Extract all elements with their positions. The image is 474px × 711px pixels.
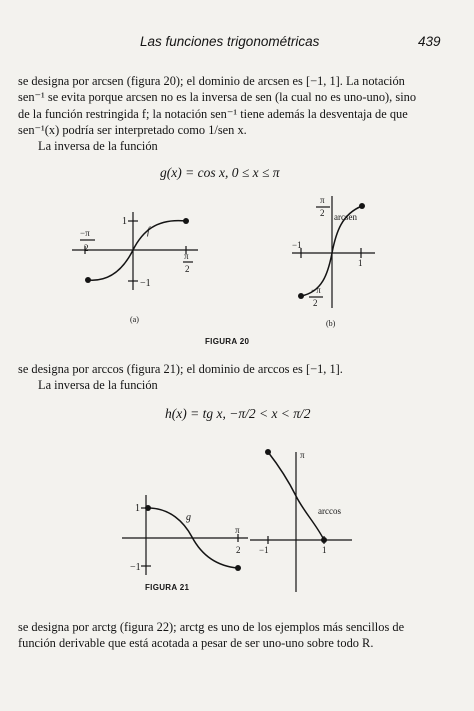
formula-g: g(x) = cos x, 0 ≤ x ≤ π <box>160 165 280 180</box>
fig21-left-label-pi: π <box>235 525 240 535</box>
fig20a-label-pi: π <box>184 251 189 261</box>
text-line: se designa por arcsen (figura 20); el dominio de arcsen es [−1, 1]. La notación <box>18 74 405 88</box>
fig20-sub-a: (a) <box>130 315 139 324</box>
text-line: función derivable que está acotada a pesar de ser uno-uno sobre todo R. <box>18 636 374 651</box>
text-line: de la función restringida f; la notación sen⁻¹ tiene además la desventaja de que <box>18 106 408 121</box>
formula-h: h(x) = tg x, −π/2 < x < π/2 <box>165 406 311 421</box>
figure-20 <box>0 190 474 360</box>
paragraph-arcsen <box>18 73 462 139</box>
fig20b-label-neg-pi: −π <box>311 285 321 295</box>
text-line: sen⁻¹(x) podría ser interpretado como 1/sen x. <box>18 123 247 138</box>
fig21-right-label-minus-one: −1 <box>259 545 269 555</box>
fig21-right-endpoint-bottom <box>321 537 327 543</box>
figure-21 <box>0 440 474 600</box>
fig20b-endpoint-top <box>359 203 365 209</box>
fig20a-label-minus-one: −1 <box>140 278 151 289</box>
fig20a-endpoint-left <box>85 277 91 283</box>
fig20a-label-neg-pi: −π <box>80 228 90 238</box>
figure-20-caption: FIGURA 20 <box>205 337 250 346</box>
fig21-left-label-one: 1 <box>135 503 140 514</box>
fig20b-label-one: 1 <box>358 258 363 268</box>
fig20b-label-two-bottom: 2 <box>313 298 318 308</box>
fig20b-endpoint-bottom <box>298 293 304 299</box>
figure-21-caption: FIGURA 21 <box>145 583 190 592</box>
fig20b-label-pi: π <box>320 195 325 205</box>
page-header <box>0 34 474 54</box>
fig20a-label-two-left: 2 <box>84 243 89 253</box>
fig20a-label-two-right: 2 <box>185 264 190 274</box>
page-number: 439 <box>418 34 441 49</box>
text-line: sen⁻¹ se evita porque arcsen no es la inversa de sen (la cual no es uno-uno), sino <box>18 90 417 105</box>
fig21-left-label-g: g <box>186 512 191 523</box>
chapter-title: Las funciones trigonométricas <box>140 34 320 49</box>
fig20-sub-b: (b) <box>326 319 336 328</box>
fig20a-label-f: f <box>147 226 150 237</box>
paragraph-arctg <box>18 619 466 652</box>
fig20a-endpoint-right <box>183 218 189 224</box>
paragraph-arccos: se designa por arccos (figura 21); el dominio de arccos es [−1, 1]. <box>18 362 343 376</box>
fig20a-label-one: 1 <box>122 216 127 227</box>
fig21-right-label-pi: π <box>300 450 305 460</box>
fig21-right-label-one: 1 <box>322 545 327 555</box>
intro-line-1: La inversa de la función <box>38 139 158 153</box>
fig20b-label-arcsen: arcsen <box>334 212 357 222</box>
fig21-left-endpoint-start <box>145 505 151 511</box>
fig20b-label-two-top: 2 <box>320 208 325 218</box>
fig20b-label-minus-one: −1 <box>292 240 302 250</box>
fig21-right-endpoint-top <box>265 449 271 455</box>
text-line: se designa por arctg (figura 22); arctg es uno de los ejemplos más sencillos de <box>18 620 405 634</box>
fig21-left-endpoint-end <box>235 565 241 571</box>
intro-line-2: La inversa de la función <box>38 378 158 392</box>
fig21-left-label-minus-one: −1 <box>130 562 141 573</box>
fig21-right-label-arccos: arccos <box>318 506 341 516</box>
fig21-left-label-two: 2 <box>236 545 241 555</box>
